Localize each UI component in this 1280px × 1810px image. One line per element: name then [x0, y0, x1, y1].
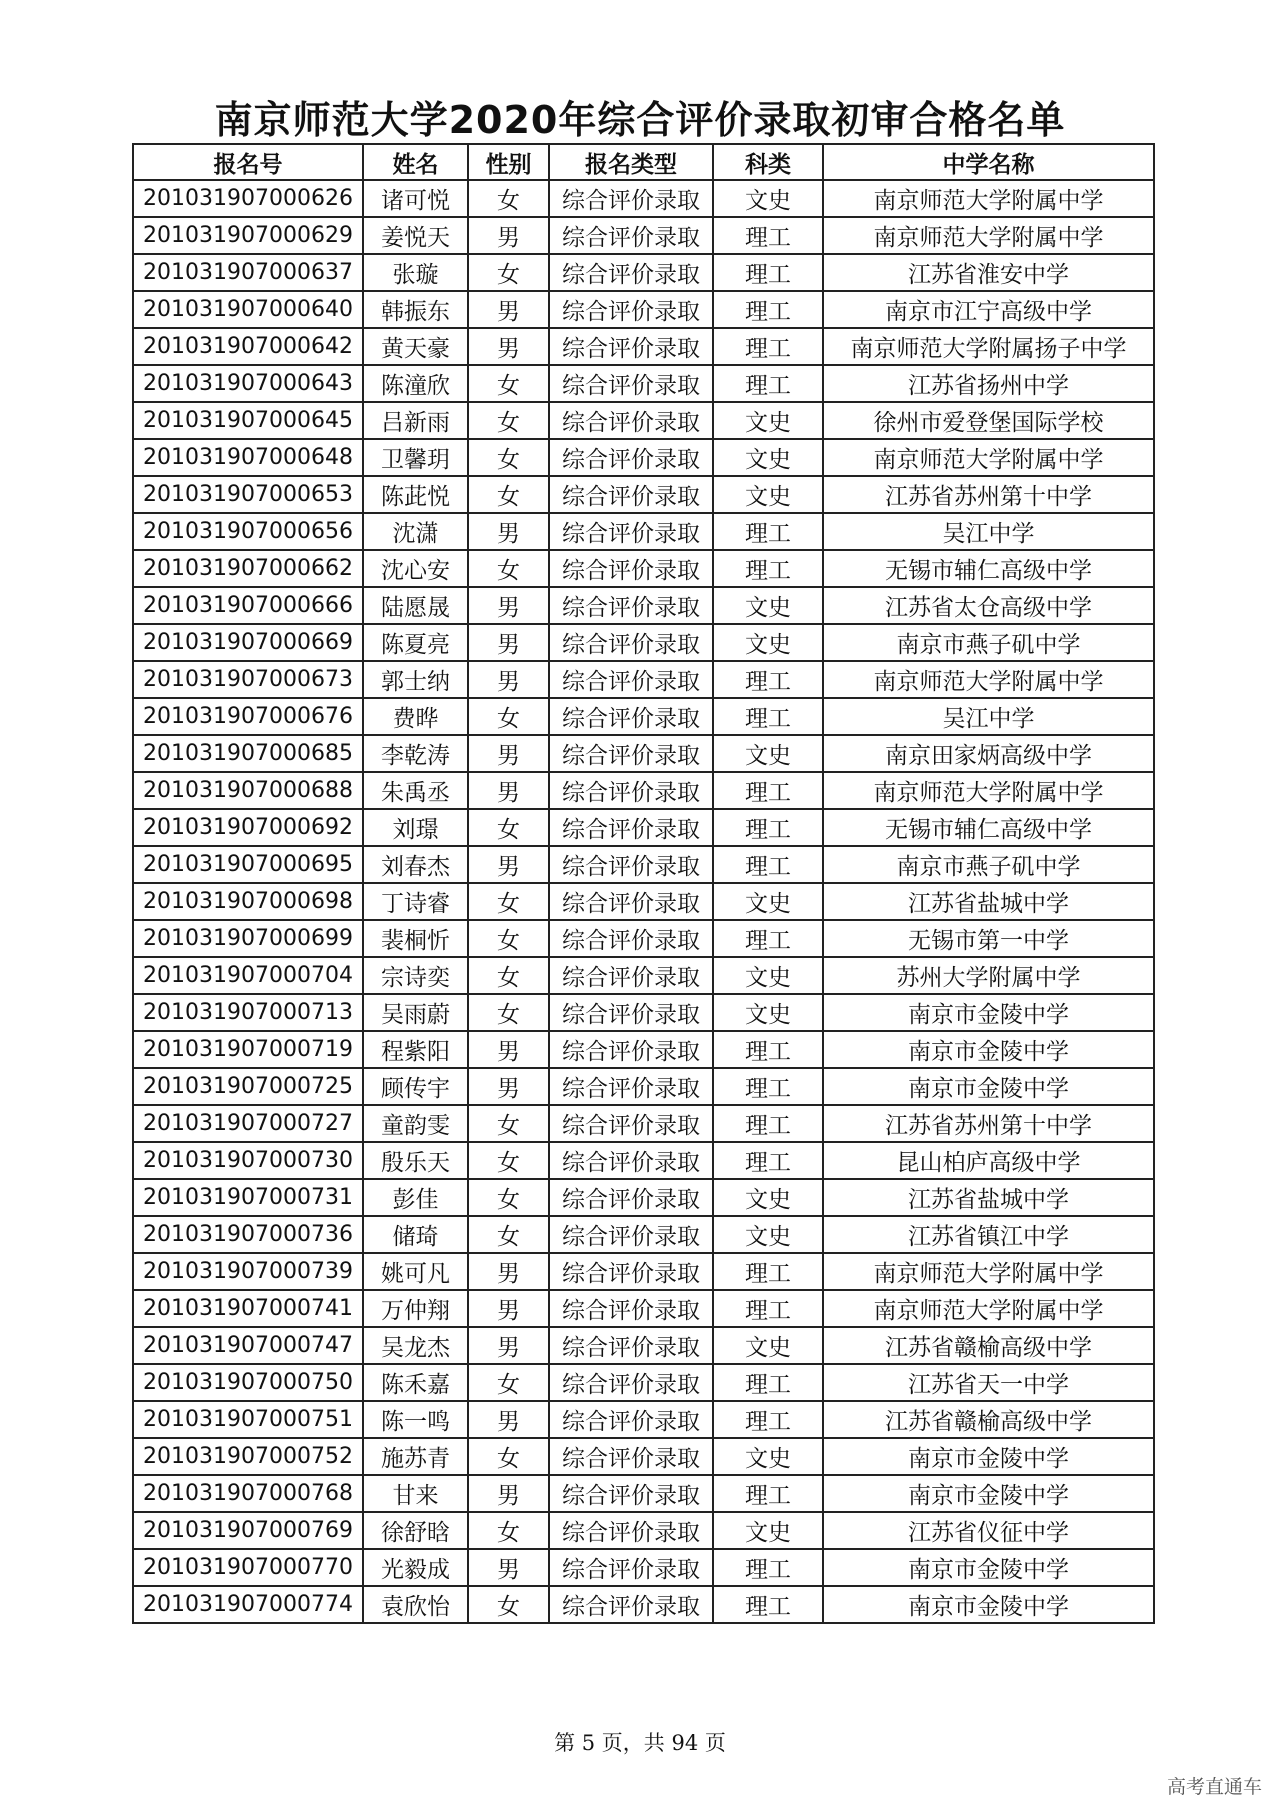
- registration-number-cell: 201031907000736: [133, 1216, 363, 1253]
- registration-type-cell: 综合评价录取: [549, 402, 713, 439]
- gender-cell: 男: [468, 291, 549, 328]
- name-cell: 韩振东: [363, 291, 468, 328]
- school-name-cell: 南京师范大学附属中学: [823, 1253, 1154, 1290]
- school-name-cell: 南京市金陵中学: [823, 1438, 1154, 1475]
- school-name-cell: 江苏省赣榆高级中学: [823, 1401, 1154, 1438]
- registration-number-cell: 201031907000731: [133, 1179, 363, 1216]
- subject-category-cell: 文史: [713, 1438, 823, 1475]
- subject-category-cell: 理工: [713, 1068, 823, 1105]
- registration-number-cell: 201031907000640: [133, 291, 363, 328]
- table-row: [133, 735, 1154, 772]
- name-cell: 彭佳: [363, 1179, 468, 1216]
- table-row: [133, 328, 1154, 365]
- table-row: [133, 994, 1154, 1031]
- school-name-cell: 吴江中学: [823, 698, 1154, 735]
- table-row: [133, 1364, 1154, 1401]
- registration-number-cell: 201031907000768: [133, 1475, 363, 1512]
- school-name-cell: 昆山柏庐高级中学: [823, 1142, 1154, 1179]
- registration-type-cell: 综合评价录取: [549, 698, 713, 735]
- subject-category-cell: 理工: [713, 809, 823, 846]
- school-name-cell: 南京市金陵中学: [823, 1586, 1154, 1623]
- registration-number-cell: 201031907000699: [133, 920, 363, 957]
- gender-cell: 男: [468, 735, 549, 772]
- school-name-cell: 江苏省淮安中学: [823, 254, 1154, 291]
- name-cell: 徐舒晗: [363, 1512, 468, 1549]
- name-cell: 张璇: [363, 254, 468, 291]
- gender-cell: 女: [468, 254, 549, 291]
- school-name-cell: 无锡市辅仁高级中学: [823, 550, 1154, 587]
- school-name-cell: 无锡市第一中学: [823, 920, 1154, 957]
- subject-category-cell: 理工: [713, 1549, 823, 1586]
- table-row: [133, 365, 1154, 402]
- registration-type-cell: 综合评价录取: [549, 1068, 713, 1105]
- registration-number-cell: 201031907000751: [133, 1401, 363, 1438]
- name-cell: 万仲翔: [363, 1290, 468, 1327]
- subject-category-cell: 文史: [713, 624, 823, 661]
- school-name-cell: 江苏省天一中学: [823, 1364, 1154, 1401]
- table-row: [133, 772, 1154, 809]
- registration-number-cell: 201031907000688: [133, 772, 363, 809]
- registration-type-cell: 综合评价录取: [549, 587, 713, 624]
- registration-number-cell: 201031907000666: [133, 587, 363, 624]
- registration-type-cell: 综合评价录取: [549, 994, 713, 1031]
- name-cell: 卫馨玥: [363, 439, 468, 476]
- gender-cell: 男: [468, 661, 549, 698]
- subject-category-cell: 理工: [713, 291, 823, 328]
- registration-type-cell: 综合评价录取: [549, 1549, 713, 1586]
- school-name-cell: 南京市燕子矶中学: [823, 624, 1154, 661]
- table-row: [133, 513, 1154, 550]
- subject-category-cell: 理工: [713, 1401, 823, 1438]
- name-cell: 刘春杰: [363, 846, 468, 883]
- name-cell: 陈潼欣: [363, 365, 468, 402]
- registration-number-cell: 201031907000730: [133, 1142, 363, 1179]
- subject-category-cell: 理工: [713, 513, 823, 550]
- registration-type-cell: 综合评价录取: [549, 1179, 713, 1216]
- school-name-cell: 吴江中学: [823, 513, 1154, 550]
- name-cell: 宗诗奕: [363, 957, 468, 994]
- registration-type-cell: 综合评价录取: [549, 1401, 713, 1438]
- school-name-cell: 江苏省盐城中学: [823, 1179, 1154, 1216]
- registration-type-cell: 综合评价录取: [549, 920, 713, 957]
- registration-number-cell: 201031907000645: [133, 402, 363, 439]
- header-subject-category: 科类: [713, 144, 823, 180]
- school-name-cell: 南京市金陵中学: [823, 1031, 1154, 1068]
- registration-number-cell: 201031907000752: [133, 1438, 363, 1475]
- gender-cell: 男: [468, 1068, 549, 1105]
- gender-cell: 女: [468, 1179, 549, 1216]
- subject-category-cell: 文史: [713, 1327, 823, 1364]
- subject-category-cell: 理工: [713, 217, 823, 254]
- registration-type-cell: 综合评价录取: [549, 217, 713, 254]
- subject-category-cell: 理工: [713, 920, 823, 957]
- subject-category-cell: 理工: [713, 254, 823, 291]
- name-cell: 吴雨蔚: [363, 994, 468, 1031]
- gender-cell: 女: [468, 809, 549, 846]
- name-cell: 施苏青: [363, 1438, 468, 1475]
- name-cell: 郭士纳: [363, 661, 468, 698]
- gender-cell: 男: [468, 1253, 549, 1290]
- registration-number-cell: 201031907000695: [133, 846, 363, 883]
- school-name-cell: 无锡市辅仁高级中学: [823, 809, 1154, 846]
- subject-category-cell: 文史: [713, 883, 823, 920]
- registration-number-cell: 201031907000747: [133, 1327, 363, 1364]
- gender-cell: 男: [468, 587, 549, 624]
- table-row: [133, 1475, 1154, 1512]
- gender-cell: 男: [468, 513, 549, 550]
- school-name-cell: 徐州市爱登堡国际学校: [823, 402, 1154, 439]
- table-row: [133, 180, 1154, 217]
- table-row: [133, 291, 1154, 328]
- registration-number-cell: 201031907000739: [133, 1253, 363, 1290]
- gender-cell: 男: [468, 1031, 549, 1068]
- gender-cell: 女: [468, 550, 549, 587]
- school-name-cell: 苏州大学附属中学: [823, 957, 1154, 994]
- name-cell: 吕新雨: [363, 402, 468, 439]
- subject-category-cell: 文史: [713, 994, 823, 1031]
- registration-type-cell: 综合评价录取: [549, 735, 713, 772]
- registration-type-cell: 综合评价录取: [549, 1438, 713, 1475]
- registration-number-cell: 201031907000653: [133, 476, 363, 513]
- page-title: 南京师范大学2020年综合评价录取初审合格名单: [214, 98, 1066, 142]
- name-cell: 陈禾嘉: [363, 1364, 468, 1401]
- table-row: [133, 1142, 1154, 1179]
- gender-cell: 女: [468, 439, 549, 476]
- registration-number-cell: 201031907000629: [133, 217, 363, 254]
- registration-number-cell: 201031907000750: [133, 1364, 363, 1401]
- name-cell: 顾传宇: [363, 1068, 468, 1105]
- gender-cell: 女: [468, 1438, 549, 1475]
- registration-number-cell: 201031907000741: [133, 1290, 363, 1327]
- page-footer: 第 5 页，共 94 页: [554, 1731, 726, 1755]
- registration-number-cell: 201031907000719: [133, 1031, 363, 1068]
- school-name-cell: 南京市燕子矶中学: [823, 846, 1154, 883]
- school-name-cell: 南京师范大学附属中学: [823, 439, 1154, 476]
- gender-cell: 女: [468, 180, 549, 217]
- subject-category-cell: 理工: [713, 365, 823, 402]
- subject-category-cell: 文史: [713, 180, 823, 217]
- school-name-cell: 南京师范大学附属扬子中学: [823, 328, 1154, 365]
- registration-number-cell: 201031907000770: [133, 1549, 363, 1586]
- registration-number-cell: 201031907000704: [133, 957, 363, 994]
- table-row: [133, 1327, 1154, 1364]
- subject-category-cell: 理工: [713, 1142, 823, 1179]
- registration-type-cell: 综合评价录取: [549, 550, 713, 587]
- name-cell: 陈夏亮: [363, 624, 468, 661]
- watermark: 高考直通车: [1166, 1776, 1262, 1798]
- registration-type-cell: 综合评价录取: [549, 1327, 713, 1364]
- table-row: [133, 550, 1154, 587]
- table-row: [133, 698, 1154, 735]
- school-name-cell: 江苏省赣榆高级中学: [823, 1327, 1154, 1364]
- school-name-cell: 江苏省仪征中学: [823, 1512, 1154, 1549]
- table-row: [133, 846, 1154, 883]
- subject-category-cell: 文史: [713, 735, 823, 772]
- subject-category-cell: 理工: [713, 698, 823, 735]
- registration-type-cell: 综合评价录取: [549, 254, 713, 291]
- gender-cell: 女: [468, 1586, 549, 1623]
- registration-number-cell: 201031907000685: [133, 735, 363, 772]
- name-cell: 童韵雯: [363, 1105, 468, 1142]
- table-row: [133, 587, 1154, 624]
- name-cell: 陆愿晟: [363, 587, 468, 624]
- table-row: [133, 217, 1154, 254]
- table-row: [133, 1401, 1154, 1438]
- header-name: 姓名: [363, 144, 468, 180]
- registration-type-cell: 综合评价录取: [549, 1031, 713, 1068]
- subject-category-cell: 文史: [713, 1179, 823, 1216]
- gender-cell: 女: [468, 1105, 549, 1142]
- gender-cell: 女: [468, 698, 549, 735]
- name-cell: 丁诗睿: [363, 883, 468, 920]
- registration-number-cell: 201031907000692: [133, 809, 363, 846]
- gender-cell: 男: [468, 1475, 549, 1512]
- name-cell: 吴龙杰: [363, 1327, 468, 1364]
- subject-category-cell: 理工: [713, 328, 823, 365]
- table-row: [133, 1438, 1154, 1475]
- school-name-cell: 江苏省镇江中学: [823, 1216, 1154, 1253]
- registration-type-cell: 综合评价录取: [549, 1512, 713, 1549]
- gender-cell: 男: [468, 328, 549, 365]
- registration-type-cell: 综合评价录取: [549, 1364, 713, 1401]
- registration-number-cell: 201031907000698: [133, 883, 363, 920]
- gender-cell: 女: [468, 402, 549, 439]
- school-name-cell: 南京师范大学附属中学: [823, 1290, 1154, 1327]
- subject-category-cell: 文史: [713, 587, 823, 624]
- registration-type-cell: 综合评价录取: [549, 1475, 713, 1512]
- table-row: [133, 1253, 1154, 1290]
- gender-cell: 女: [468, 1512, 549, 1549]
- registration-number-cell: 201031907000648: [133, 439, 363, 476]
- gender-cell: 女: [468, 365, 549, 402]
- registration-number-cell: 201031907000656: [133, 513, 363, 550]
- subject-category-cell: 理工: [713, 1586, 823, 1623]
- gender-cell: 女: [468, 476, 549, 513]
- table-body: [133, 180, 1154, 1623]
- name-cell: 殷乐天: [363, 1142, 468, 1179]
- table-row: [133, 1216, 1154, 1253]
- subject-category-cell: 文史: [713, 476, 823, 513]
- name-cell: 姜悦天: [363, 217, 468, 254]
- registration-type-cell: 综合评价录取: [549, 1290, 713, 1327]
- registration-type-cell: 综合评价录取: [549, 439, 713, 476]
- name-cell: 袁欣怡: [363, 1586, 468, 1623]
- gender-cell: 女: [468, 1142, 549, 1179]
- gender-cell: 女: [468, 883, 549, 920]
- header-registration-number: 报名号: [133, 144, 363, 180]
- subject-category-cell: 文史: [713, 1512, 823, 1549]
- registration-type-cell: 综合评价录取: [549, 809, 713, 846]
- school-name-cell: 南京师范大学附属中学: [823, 661, 1154, 698]
- name-cell: 李乾涛: [363, 735, 468, 772]
- table-row: [133, 1290, 1154, 1327]
- registration-number-cell: 201031907000774: [133, 1586, 363, 1623]
- subject-category-cell: 理工: [713, 1253, 823, 1290]
- table-row: [133, 476, 1154, 513]
- gender-cell: 男: [468, 1327, 549, 1364]
- header-school-name: 中学名称: [823, 144, 1154, 180]
- table-header-row: [133, 144, 1154, 180]
- school-name-cell: 南京市金陵中学: [823, 1475, 1154, 1512]
- name-cell: 甘来: [363, 1475, 468, 1512]
- gender-cell: 男: [468, 772, 549, 809]
- name-cell: 黄天豪: [363, 328, 468, 365]
- subject-category-cell: 理工: [713, 1290, 823, 1327]
- registration-type-cell: 综合评价录取: [549, 180, 713, 217]
- name-cell: 朱禹丞: [363, 772, 468, 809]
- registration-number-cell: 201031907000725: [133, 1068, 363, 1105]
- school-name-cell: 南京市金陵中学: [823, 1549, 1154, 1586]
- table-row: [133, 1512, 1154, 1549]
- registration-type-cell: 综合评价录取: [549, 291, 713, 328]
- registration-type-cell: 综合评价录取: [549, 957, 713, 994]
- name-cell: 储琦: [363, 1216, 468, 1253]
- subject-category-cell: 理工: [713, 1475, 823, 1512]
- name-cell: 费晔: [363, 698, 468, 735]
- registration-number-cell: 201031907000626: [133, 180, 363, 217]
- table-row: [133, 957, 1154, 994]
- table-row: [133, 883, 1154, 920]
- registration-number-cell: 201031907000676: [133, 698, 363, 735]
- registration-type-cell: 综合评价录取: [549, 1216, 713, 1253]
- table-row: [133, 624, 1154, 661]
- school-name-cell: 南京市江宁高级中学: [823, 291, 1154, 328]
- registration-number-cell: 201031907000662: [133, 550, 363, 587]
- school-name-cell: 南京师范大学附属中学: [823, 772, 1154, 809]
- table-row: [133, 1586, 1154, 1623]
- table-row: [133, 1068, 1154, 1105]
- school-name-cell: 江苏省太仓高级中学: [823, 587, 1154, 624]
- subject-category-cell: 文史: [713, 957, 823, 994]
- name-cell: 程紫阳: [363, 1031, 468, 1068]
- name-cell: 陈茈悦: [363, 476, 468, 513]
- subject-category-cell: 理工: [713, 1105, 823, 1142]
- subject-category-cell: 理工: [713, 1364, 823, 1401]
- name-cell: 光毅成: [363, 1549, 468, 1586]
- subject-category-cell: 文史: [713, 1216, 823, 1253]
- subject-category-cell: 文史: [713, 402, 823, 439]
- gender-cell: 男: [468, 1549, 549, 1586]
- registration-type-cell: 综合评价录取: [549, 476, 713, 513]
- registration-type-cell: 综合评价录取: [549, 1586, 713, 1623]
- table-row: [133, 809, 1154, 846]
- subject-category-cell: 文史: [713, 439, 823, 476]
- gender-cell: 女: [468, 957, 549, 994]
- gender-cell: 男: [468, 217, 549, 254]
- school-name-cell: 南京市金陵中学: [823, 1068, 1154, 1105]
- gender-cell: 男: [468, 1290, 549, 1327]
- table-row: [133, 402, 1154, 439]
- gender-cell: 女: [468, 1364, 549, 1401]
- school-name-cell: 南京市金陵中学: [823, 994, 1154, 1031]
- registration-number-cell: 201031907000643: [133, 365, 363, 402]
- name-cell: 诸可悦: [363, 180, 468, 217]
- table-row: [133, 920, 1154, 957]
- registration-type-cell: 综合评价录取: [549, 846, 713, 883]
- registration-number-cell: 201031907000642: [133, 328, 363, 365]
- table-row: [133, 1105, 1154, 1142]
- table-row: [133, 1549, 1154, 1586]
- registration-type-cell: 综合评价录取: [549, 883, 713, 920]
- subject-category-cell: 理工: [713, 1031, 823, 1068]
- gender-cell: 女: [468, 920, 549, 957]
- registration-type-cell: 综合评价录取: [549, 1253, 713, 1290]
- gender-cell: 女: [468, 1216, 549, 1253]
- subject-category-cell: 理工: [713, 772, 823, 809]
- school-name-cell: 南京师范大学附属中学: [823, 217, 1154, 254]
- header-registration-type: 报名类型: [549, 144, 713, 180]
- registration-number-cell: 201031907000673: [133, 661, 363, 698]
- gender-cell: 男: [468, 846, 549, 883]
- registration-type-cell: 综合评价录取: [549, 513, 713, 550]
- registration-number-cell: 201031907000669: [133, 624, 363, 661]
- school-name-cell: 江苏省苏州第十中学: [823, 1105, 1154, 1142]
- name-cell: 沈潇: [363, 513, 468, 550]
- registration-type-cell: 综合评价录取: [549, 772, 713, 809]
- registration-number-cell: 201031907000713: [133, 994, 363, 1031]
- name-cell: 陈一鸣: [363, 1401, 468, 1438]
- subject-category-cell: 理工: [713, 661, 823, 698]
- registration-number-cell: 201031907000637: [133, 254, 363, 291]
- registration-type-cell: 综合评价录取: [549, 1105, 713, 1142]
- registration-number-cell: 201031907000727: [133, 1105, 363, 1142]
- registration-type-cell: 综合评价录取: [549, 365, 713, 402]
- table-row: [133, 254, 1154, 291]
- registration-type-cell: 综合评价录取: [549, 624, 713, 661]
- gender-cell: 男: [468, 624, 549, 661]
- name-cell: 沈心安: [363, 550, 468, 587]
- gender-cell: 男: [468, 1401, 549, 1438]
- registration-type-cell: 综合评价录取: [549, 1142, 713, 1179]
- table-row: [133, 1031, 1154, 1068]
- name-cell: 裴桐忻: [363, 920, 468, 957]
- school-name-cell: 江苏省盐城中学: [823, 883, 1154, 920]
- subject-category-cell: 理工: [713, 550, 823, 587]
- school-name-cell: 江苏省苏州第十中学: [823, 476, 1154, 513]
- table-row: [133, 439, 1154, 476]
- table-row: [133, 661, 1154, 698]
- name-cell: 刘璟: [363, 809, 468, 846]
- registration-type-cell: 综合评价录取: [549, 661, 713, 698]
- table-row: [133, 1179, 1154, 1216]
- header-gender: 性别: [468, 144, 549, 180]
- school-name-cell: 南京师范大学附属中学: [823, 180, 1154, 217]
- school-name-cell: 江苏省扬州中学: [823, 365, 1154, 402]
- registration-type-cell: 综合评价录取: [549, 328, 713, 365]
- school-name-cell: 南京田家炳高级中学: [823, 735, 1154, 772]
- admission-roster-table: [132, 143, 1155, 1624]
- name-cell: 姚可凡: [363, 1253, 468, 1290]
- subject-category-cell: 理工: [713, 846, 823, 883]
- registration-number-cell: 201031907000769: [133, 1512, 363, 1549]
- gender-cell: 女: [468, 994, 549, 1031]
